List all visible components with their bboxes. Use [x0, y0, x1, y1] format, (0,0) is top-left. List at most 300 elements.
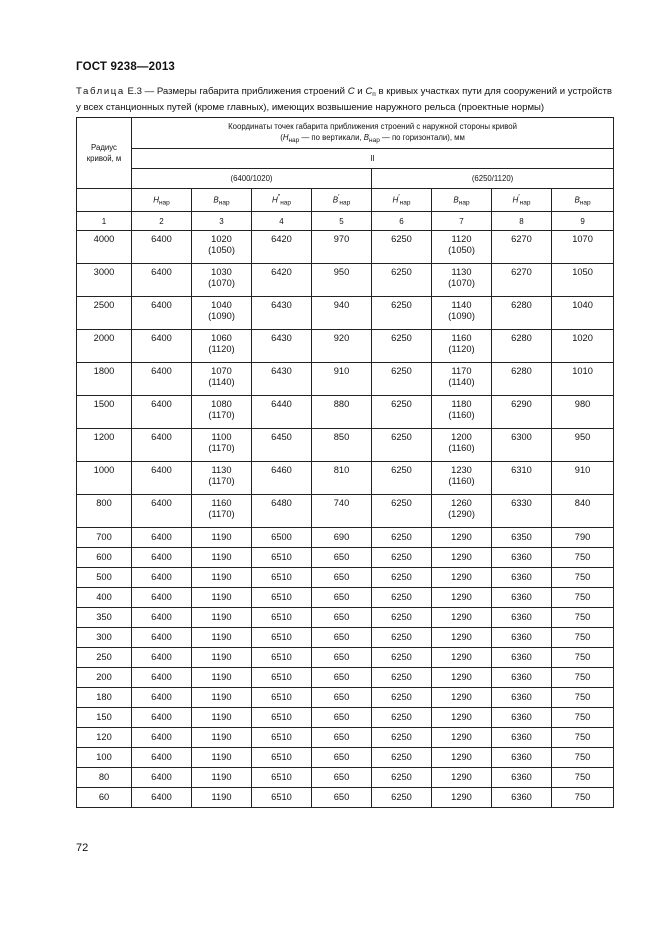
- table-cell: [252, 297, 312, 330]
- cell-value: 6430: [271, 366, 292, 376]
- table-cell: [492, 668, 552, 688]
- table-cell: [492, 495, 552, 528]
- table-cell: [192, 363, 252, 396]
- table-cell: [252, 768, 312, 788]
- cell-value: 6510: [271, 732, 292, 742]
- table-cell: [192, 588, 252, 608]
- table-cell: [252, 688, 312, 708]
- cell-value: 6250: [391, 552, 412, 562]
- table-cell: [192, 788, 252, 808]
- cell-value: 810: [333, 465, 350, 475]
- cell-value: 120: [96, 732, 112, 742]
- cell-value: (1170): [208, 476, 235, 486]
- table-cell: [132, 330, 192, 363]
- table-cell: [492, 568, 552, 588]
- table-caption: [76, 86, 612, 114]
- table-cell: [312, 608, 372, 628]
- table-cell: [432, 628, 492, 648]
- table-cell: [552, 708, 614, 728]
- caption-symbol-cp-subscript: п: [372, 91, 376, 98]
- cell-value: 880: [333, 399, 350, 409]
- table-cell: [492, 588, 552, 608]
- table-row: [77, 264, 614, 297]
- table-cell: [372, 708, 432, 728]
- cell-value: 1190: [211, 592, 232, 602]
- table-cell: [432, 231, 492, 264]
- cell-value: 1190: [211, 632, 232, 642]
- cell-value: 750: [574, 712, 591, 722]
- cell-value: 750: [574, 792, 591, 802]
- cell-value: 150: [96, 712, 112, 722]
- table-cell: [252, 330, 312, 363]
- table-cell: [252, 462, 312, 495]
- table-cell: [492, 548, 552, 568]
- cell-value: 60: [98, 792, 110, 802]
- cell-value: 850: [333, 432, 350, 442]
- cell-value: 300: [96, 632, 112, 642]
- cell-value: 6360: [511, 772, 532, 782]
- cell-value: 600: [96, 552, 112, 562]
- table-cell: [192, 708, 252, 728]
- table-cell: [552, 768, 614, 788]
- table-cell: [132, 688, 192, 708]
- cell-value: 650: [333, 592, 350, 602]
- table-cell: [372, 788, 432, 808]
- cell-value: 6250: [391, 692, 412, 702]
- cell-value: 910: [574, 465, 591, 475]
- coord-vertical-text: — по вертикали,: [299, 132, 364, 142]
- table-cell: [432, 788, 492, 808]
- table-cell: [492, 648, 552, 668]
- table-cell: [132, 462, 192, 495]
- cell-value: 750: [574, 692, 591, 702]
- cell-value: 6250: [391, 792, 412, 802]
- cell-value: 6360: [511, 572, 532, 582]
- table-cell: [492, 728, 552, 748]
- cell-value: 6420: [271, 267, 292, 277]
- cell-value: 6400: [151, 432, 172, 442]
- column-symbol-6: [372, 189, 432, 212]
- table-cell: [492, 264, 552, 297]
- table-cell: [432, 429, 492, 462]
- cell-value: 6440: [271, 399, 292, 409]
- cell-value: 6310: [511, 465, 532, 475]
- table-cell: [252, 728, 312, 748]
- table-cell: [492, 429, 552, 462]
- cell-value: 6510: [271, 632, 292, 642]
- table-cell: [372, 728, 432, 748]
- table-cell: [312, 648, 372, 668]
- radius-symbol-cell: [77, 189, 132, 212]
- table-cell: [372, 648, 432, 668]
- column-symbol-letter: В: [453, 195, 459, 205]
- table-row: [77, 528, 614, 548]
- table-cell: [492, 708, 552, 728]
- table-cell: [372, 264, 432, 297]
- table-cell: [132, 648, 192, 668]
- column-symbols-row: [77, 189, 614, 212]
- cell-value: 840: [574, 498, 591, 508]
- cell-value: 750: [574, 612, 591, 622]
- cell-value: 6250: [391, 652, 412, 662]
- column-symbol-5: [312, 189, 372, 212]
- cell-value: 1290: [451, 772, 472, 782]
- table-cell: [252, 495, 312, 528]
- cell-value: 1070: [211, 366, 232, 376]
- coord-horizontal-text: — по горизонтали), мм: [379, 132, 465, 142]
- caption-text-part2: в кривых участках пути для сооружений и устройств у всех станционных путей (кроме главных), имеющих возвышение наружного рельса (проектные нормы): [76, 86, 612, 113]
- table-cell: [312, 330, 372, 363]
- column-number: 3: [192, 212, 252, 231]
- cell-value: 750: [574, 552, 591, 562]
- table-cell: [77, 495, 132, 528]
- cell-value: 6250: [391, 432, 412, 442]
- column-symbol-letter: Н: [271, 195, 278, 205]
- table-cell: [252, 708, 312, 728]
- cell-value: 6270: [511, 267, 532, 277]
- table-cell: [552, 396, 614, 429]
- cell-value: 6250: [391, 572, 412, 582]
- document-standard-title: ГОСТ 9238—2013: [76, 61, 176, 73]
- table-cell: [552, 568, 614, 588]
- column-number: 2: [132, 212, 192, 231]
- cell-value: 920: [333, 333, 350, 343]
- cell-value: 1180: [451, 399, 472, 409]
- cell-value: 6510: [271, 572, 292, 582]
- cell-value: 650: [333, 792, 350, 802]
- table-cell: [372, 628, 432, 648]
- table-cell: [552, 495, 614, 528]
- cell-value: 1290: [451, 572, 472, 582]
- table-cell: [312, 231, 372, 264]
- cell-value: 950: [333, 267, 350, 277]
- table-cell: [312, 688, 372, 708]
- table-body: [77, 231, 614, 808]
- table-cell: [132, 396, 192, 429]
- table-cell: [312, 548, 372, 568]
- cell-value: 6510: [271, 552, 292, 562]
- table-cell: [372, 363, 432, 396]
- cell-value: 1290: [451, 592, 472, 602]
- column-number: 7: [432, 212, 492, 231]
- cell-value: 750: [574, 592, 591, 602]
- cell-value: 6400: [151, 532, 172, 542]
- table-cell: [312, 528, 372, 548]
- table-cell: [77, 528, 132, 548]
- cell-value: 2500: [93, 300, 115, 310]
- cell-value: 6360: [511, 712, 532, 722]
- cell-value: 6360: [511, 592, 532, 602]
- table-cell: [77, 231, 132, 264]
- cell-value: 200: [96, 672, 112, 682]
- table-cell: [432, 528, 492, 548]
- cell-value: (1050): [448, 245, 475, 255]
- cell-value: 910: [333, 366, 350, 376]
- cell-value: 1290: [451, 672, 472, 682]
- cell-value: 6250: [391, 465, 412, 475]
- cell-value: 1290: [451, 692, 472, 702]
- table-cell: [252, 528, 312, 548]
- cell-value: 6510: [271, 592, 292, 602]
- cell-value: 6400: [151, 732, 172, 742]
- cell-value: 690: [333, 532, 350, 542]
- table-cell: [77, 668, 132, 688]
- cell-value: 6250: [391, 399, 412, 409]
- table-cell: [252, 608, 312, 628]
- cell-value: 1190: [211, 552, 232, 562]
- cell-value: 950: [574, 432, 591, 442]
- cell-value: (1170): [208, 443, 235, 453]
- cell-value: 6250: [391, 772, 412, 782]
- table-cell: [252, 429, 312, 462]
- table-cell: [432, 297, 492, 330]
- cell-value: 6430: [271, 300, 292, 310]
- cell-value: 650: [333, 572, 350, 582]
- table-cell: [492, 768, 552, 788]
- cell-value: 1290: [451, 752, 472, 762]
- cell-value: 6400: [151, 300, 172, 310]
- table-cell: [312, 668, 372, 688]
- cell-value: 650: [333, 552, 350, 562]
- table-cell: [132, 708, 192, 728]
- cell-value: 1200: [451, 432, 472, 442]
- column-symbol-subscript: нар: [579, 199, 591, 207]
- cell-value: 1190: [211, 572, 232, 582]
- cell-value: 6400: [151, 465, 172, 475]
- cell-value: 750: [574, 752, 591, 762]
- column-number: 9: [552, 212, 614, 231]
- table-cell: [132, 568, 192, 588]
- table-cell: [432, 768, 492, 788]
- table-cell: [77, 548, 132, 568]
- column-symbol-prime: ′: [338, 193, 340, 201]
- column-symbol-letter: Н: [512, 195, 519, 205]
- cell-value: 6430: [271, 333, 292, 343]
- cell-value: 650: [333, 692, 350, 702]
- column-symbol-letter: В: [332, 195, 339, 205]
- cell-value: 650: [333, 732, 350, 742]
- table-cell: [132, 429, 192, 462]
- cell-value: (1290): [448, 509, 475, 519]
- cell-value: 6460: [271, 465, 292, 475]
- cell-value: 6400: [151, 552, 172, 562]
- table-row: [77, 396, 614, 429]
- table-cell: [312, 708, 372, 728]
- cell-value: 6250: [391, 732, 412, 742]
- table-cell: [77, 708, 132, 728]
- table-cell: [552, 363, 614, 396]
- table-cell: [77, 330, 132, 363]
- table-cell: [192, 495, 252, 528]
- cell-value: 6250: [391, 632, 412, 642]
- table-cell: [492, 462, 552, 495]
- table-cell: [552, 668, 614, 688]
- table-cell: [312, 748, 372, 768]
- cell-value: 980: [574, 399, 591, 409]
- table-row: [77, 231, 614, 264]
- table-cell: [132, 495, 192, 528]
- column-symbol-subscript: нар: [280, 199, 292, 207]
- table-cell: [432, 462, 492, 495]
- table-cell: [492, 231, 552, 264]
- table-row: [77, 688, 614, 708]
- column-symbol-letter: Н: [392, 195, 399, 205]
- table-row: [77, 330, 614, 363]
- cell-value: 6250: [391, 592, 412, 602]
- cell-value: 1230: [451, 465, 472, 475]
- table-cell: [77, 588, 132, 608]
- table-row: [77, 748, 614, 768]
- cell-value: 1130: [451, 267, 472, 277]
- cell-value: 6250: [391, 300, 412, 310]
- table-cell: [492, 748, 552, 768]
- cell-value: 6400: [151, 612, 172, 622]
- cell-value: 6250: [391, 672, 412, 682]
- cell-value: 6400: [151, 366, 172, 376]
- table-cell: [372, 429, 432, 462]
- table-cell: [372, 748, 432, 768]
- cell-value: 750: [574, 772, 591, 782]
- cell-value: 6400: [151, 333, 172, 343]
- coord-paren-open: (: [280, 132, 283, 142]
- cell-value: (1120): [208, 344, 235, 354]
- table-cell: [252, 588, 312, 608]
- radius-header-line1: Радиус: [91, 143, 117, 152]
- cell-value: 6330: [511, 498, 532, 508]
- table-cell: [252, 396, 312, 429]
- table-cell: [192, 264, 252, 297]
- cell-value: 6480: [271, 498, 292, 508]
- cell-value: 1100: [211, 432, 232, 442]
- table-cell: [132, 748, 192, 768]
- table-cell: [372, 528, 432, 548]
- table-cell: [552, 788, 614, 808]
- coordinates-header-line1: Координаты точек габарита приближения строений с наружной стороны кривой: [228, 121, 517, 131]
- cell-value: 6250: [391, 532, 412, 542]
- cell-value: 1000: [93, 465, 115, 475]
- table-cell: [432, 548, 492, 568]
- radius-column-header: [77, 118, 132, 189]
- cell-value: 6400: [151, 498, 172, 508]
- cell-value: 1120: [451, 234, 472, 244]
- table-cell: [492, 788, 552, 808]
- cell-value: 6400: [151, 572, 172, 582]
- table-cell: [552, 528, 614, 548]
- table-cell: [77, 728, 132, 748]
- cell-value: 650: [333, 772, 350, 782]
- table-cell: [492, 363, 552, 396]
- cell-value: 6360: [511, 752, 532, 762]
- table-cell: [312, 297, 372, 330]
- column-symbol-prime: ′: [398, 193, 400, 201]
- table-cell: [552, 628, 614, 648]
- table-cell: [372, 330, 432, 363]
- table-cell: [312, 429, 372, 462]
- cell-value: 6250: [391, 612, 412, 622]
- table-row: [77, 297, 614, 330]
- table-cell: [192, 668, 252, 688]
- cell-value: 6400: [151, 672, 172, 682]
- table-cell: [252, 363, 312, 396]
- table-cell: [132, 528, 192, 548]
- cell-value: 6500: [271, 532, 292, 542]
- cell-value: 6250: [391, 366, 412, 376]
- cell-value: 6400: [151, 772, 172, 782]
- caption-symbol-c: С: [347, 86, 355, 97]
- column-symbol-subscript: нар: [339, 199, 351, 207]
- cell-value: 6510: [271, 772, 292, 782]
- table-cell: [552, 297, 614, 330]
- table-cell: [492, 330, 552, 363]
- table-cell: [77, 748, 132, 768]
- table-cell: [432, 495, 492, 528]
- table-cell: [372, 688, 432, 708]
- cell-value: 1290: [451, 732, 472, 742]
- table-cell: [192, 728, 252, 748]
- table-cell: [252, 628, 312, 648]
- column-number: 6: [372, 212, 432, 231]
- cell-value: 1190: [211, 672, 232, 682]
- column-symbol-prime: ″: [277, 193, 281, 201]
- cell-value: 6510: [271, 672, 292, 682]
- cell-value: 6400: [151, 234, 172, 244]
- cell-value: 650: [333, 632, 350, 642]
- cell-value: 1020: [211, 234, 232, 244]
- cell-value: 650: [333, 652, 350, 662]
- table-cell: [312, 768, 372, 788]
- column-number: 8: [492, 212, 552, 231]
- cell-value: (1090): [208, 311, 235, 321]
- table-cell: [132, 231, 192, 264]
- table-cell: [132, 768, 192, 788]
- table-row: [77, 363, 614, 396]
- column-symbol-letter: Н: [153, 195, 159, 205]
- table-cell: [77, 396, 132, 429]
- table-cell: [552, 330, 614, 363]
- cell-value: 1500: [93, 399, 115, 409]
- cell-value: 1160: [211, 498, 232, 508]
- table-cell: [432, 648, 492, 668]
- column-symbol-8: [492, 189, 552, 212]
- coordinates-header: [132, 118, 614, 149]
- cell-value: 1290: [451, 712, 472, 722]
- table-cell: [312, 588, 372, 608]
- table-row: [77, 788, 614, 808]
- table-cell: [192, 768, 252, 788]
- table-cell: [132, 264, 192, 297]
- cell-value: (1140): [448, 377, 475, 387]
- table-cell: [432, 330, 492, 363]
- table-cell: [252, 568, 312, 588]
- cell-value: 6400: [151, 692, 172, 702]
- column-symbol-7: [432, 189, 492, 212]
- coord-symbol-b-sub: нар: [369, 136, 380, 144]
- table-cell: [492, 297, 552, 330]
- cell-value: 6420: [271, 234, 292, 244]
- column-symbol-prime: ′: [518, 193, 520, 201]
- column-number: 5: [312, 212, 372, 231]
- table-cell: [192, 548, 252, 568]
- table-cell: [492, 628, 552, 648]
- cell-value: 80: [98, 772, 110, 782]
- radius-header-line2: кривой, м: [86, 154, 122, 163]
- cell-value: (1120): [448, 344, 475, 354]
- table-cell: [192, 748, 252, 768]
- table-cell: [312, 363, 372, 396]
- table-cell: [192, 297, 252, 330]
- group-label: II: [132, 149, 614, 169]
- cell-value: 6280: [511, 366, 532, 376]
